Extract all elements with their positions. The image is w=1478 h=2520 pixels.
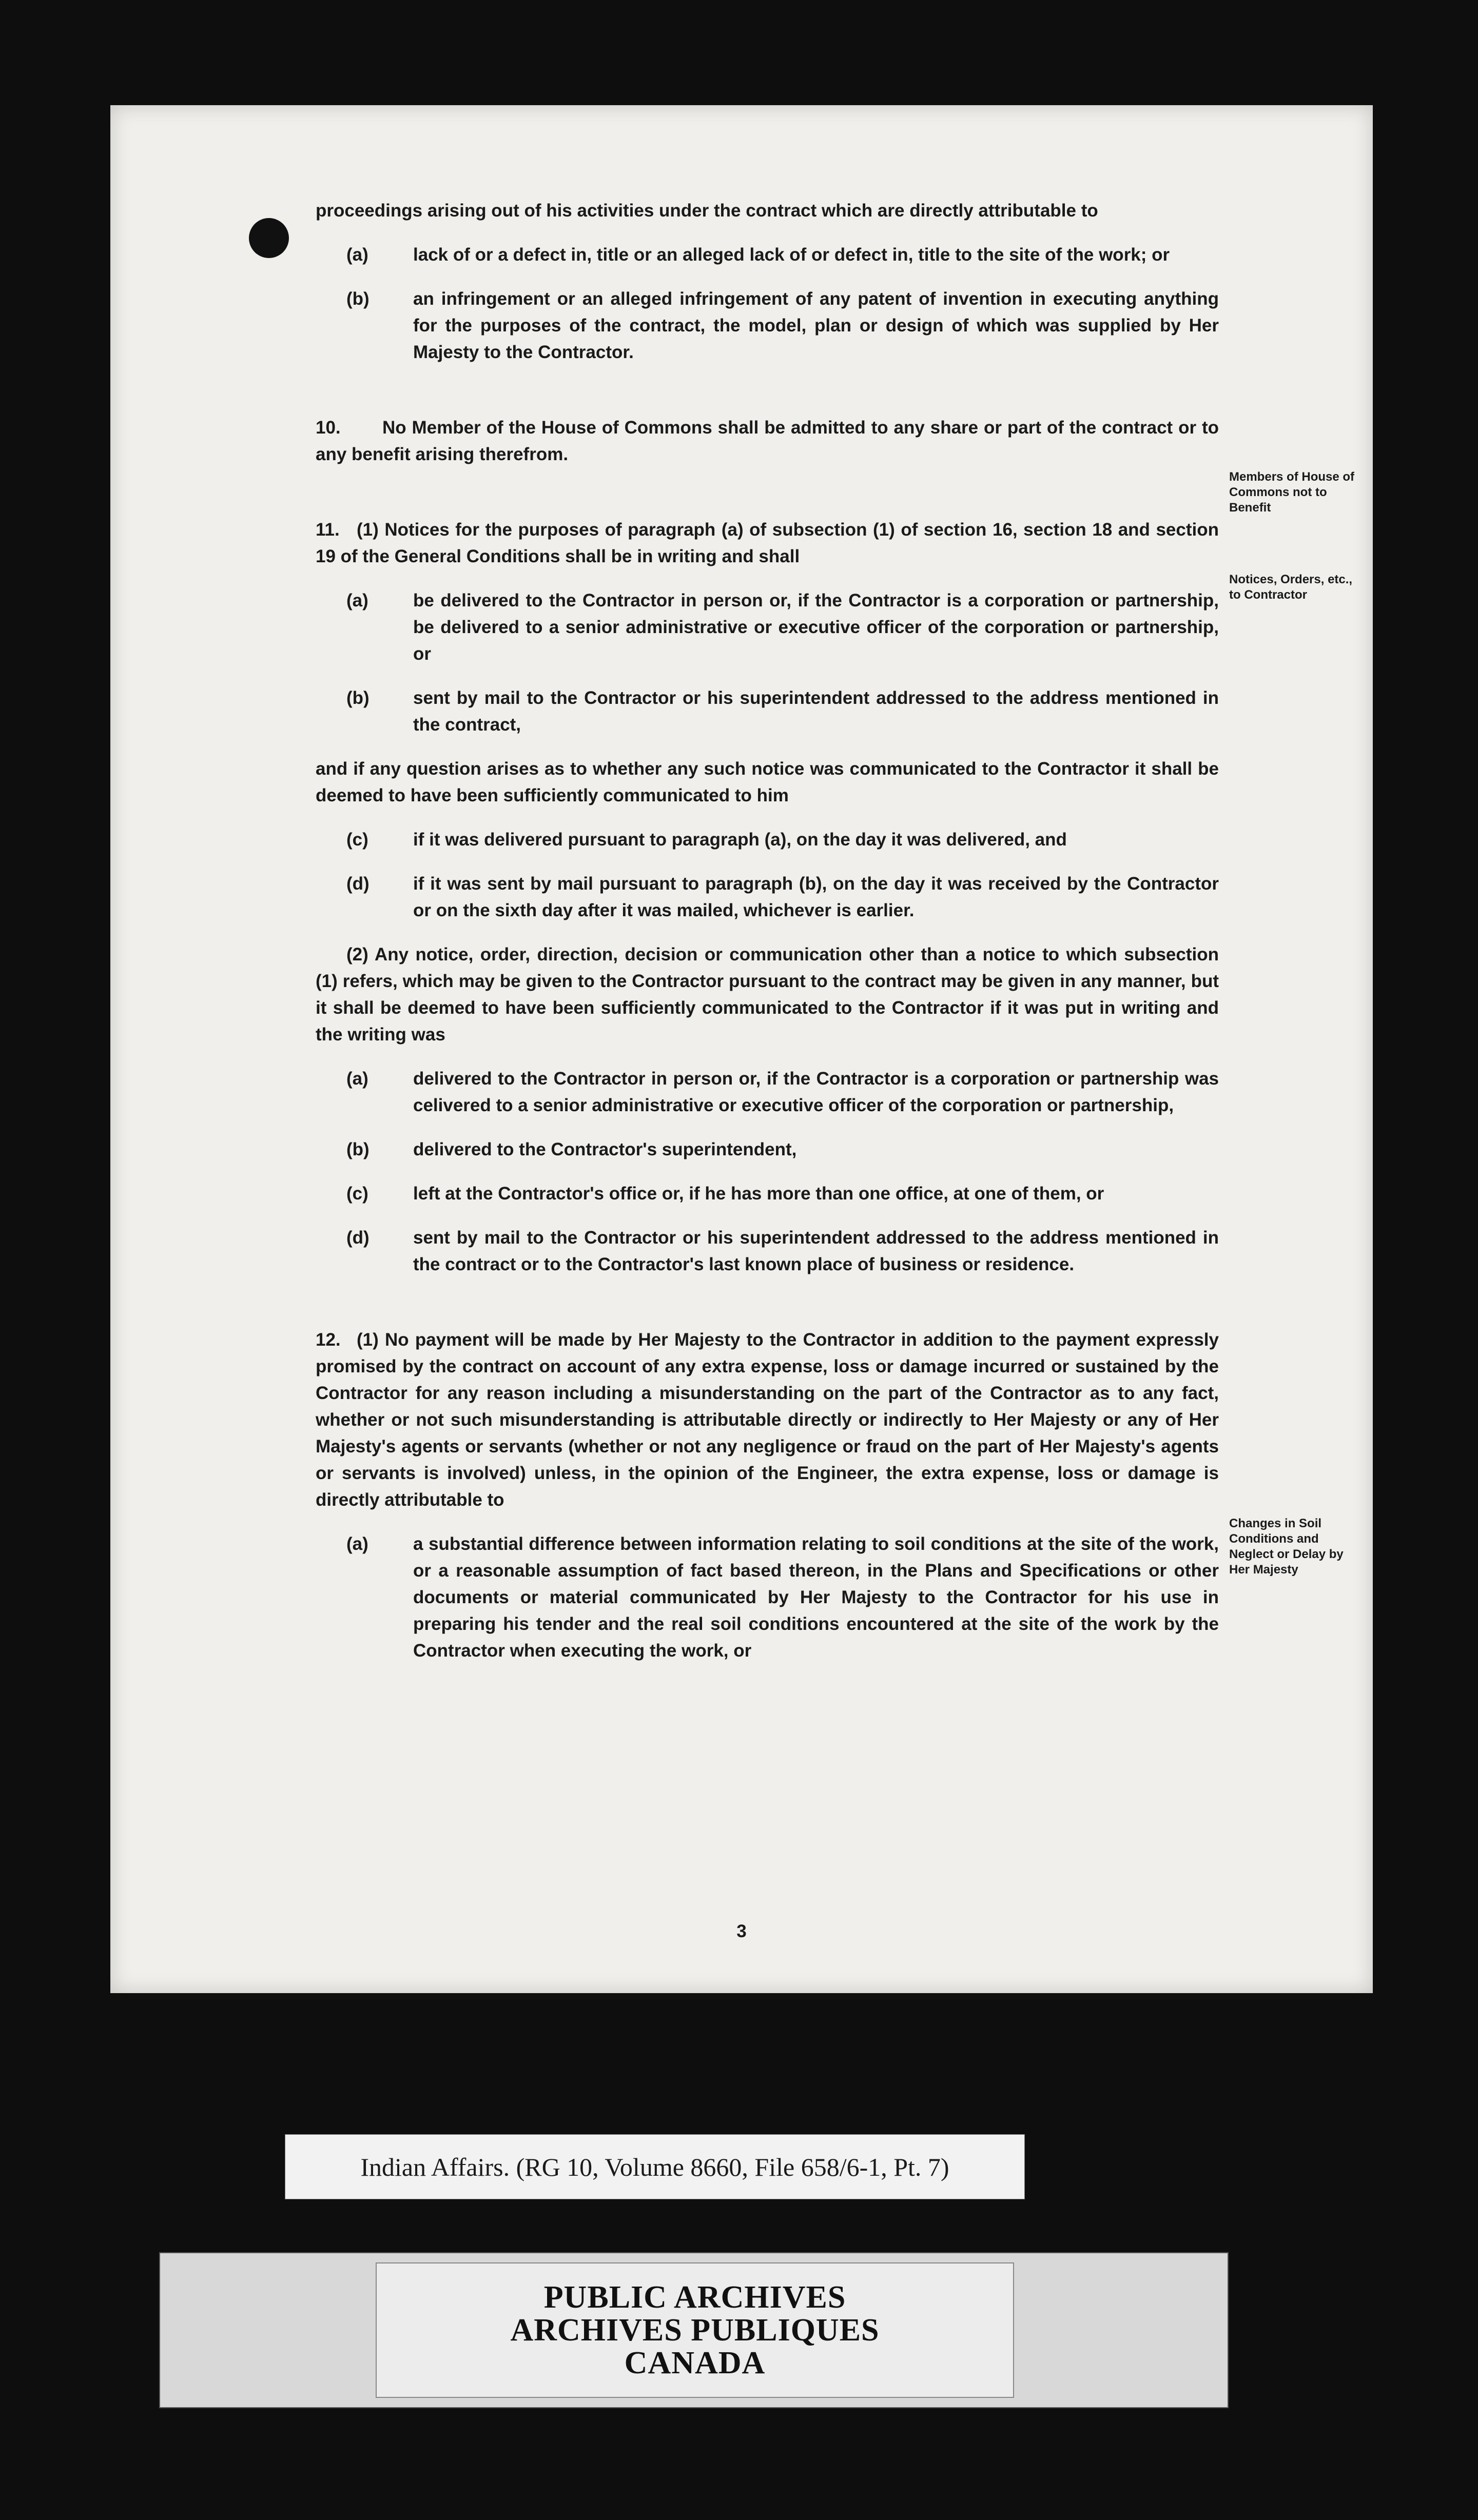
section-12: 12. (1) No payment will be made by Her Majesty to the Contractor in addition to the payment expressly promised by the contract on account of any extra expense, loss or damage incurred or sustained by the Contractor for any reason including a misunderstanding on the part of the Contractor as to any fact, whether or not such misunderstanding is attributable directly or indirectly to Her Majesty or any of Her Majesty's agents or servants (whether or not any negligence or fraud on the part of Her Majesty's agents or servants is involved) unless, in the opinion of the Engineer, the extra expense, loss or damage is directly attributable to	[316, 1330, 1219, 1510]
list-item: (a) a substantial difference between information relating to soil conditions at the site of the work, or a reasonable assumption of fact based thereon, in the Plans and Specifications or other documents or material communicated by Her Majesty to the Contractor for his use in preparing his tender and the real soil conditions encountered at the site of the work by the Contractor when executing the work, or	[346, 1534, 1219, 1661]
margin-note-section-12: Changes in Soil Conditions and Neglect or Delay by Her Majesty	[1229, 1517, 1344, 1577]
page-number: 3	[736, 1921, 747, 1941]
archives-stamp	[376, 2262, 1014, 2398]
margin-note-section-11: Notices, Orders, etc., to Contractor	[1229, 573, 1353, 602]
section-10: 10. No Member of the House of Commons shall be admitted to any share or part of the contract or to any benefit arising therefrom.	[316, 418, 1219, 464]
list-item: (c) if it was delivered pursuant to paragraph (a), on the day it was delivered, and	[346, 830, 1067, 850]
stamp-line-2: ARCHIVES PUBLIQUES	[510, 2313, 880, 2348]
list-item: (b) an infringement or an alleged infringement of any patent of invention in executing anything for the purposes of the contract, the model, plan or design of which was supplied by Her Majesty to the Contractor.	[346, 289, 1219, 362]
section-11-middle: and if any question arises as to whether any such notice was communicated to the Contractor it shall be deemed to have been sufficiently communicated to him	[316, 759, 1219, 805]
list-item: (a) lack of or a defect in, title or an alleged lack of or defect in, title to the site of the work; or	[346, 245, 1170, 265]
margin-note-section-10: Members of House of Commons not to Benefit	[1229, 470, 1355, 515]
list-item: (a) be delivered to the Contractor in person or, if the Contractor is a corporation or partnership, be delivered to a senior administrative or executive officer of the corporation or partnership, or	[346, 590, 1219, 664]
archives-stamp-strip	[159, 2252, 1229, 2408]
section-11-sub2: (2) Any notice, order, direction, decision or communication other than a notice to which subsection (1) refers, which may be given to the Contractor pursuant to the contract may be given in any manner, but it shall be deemed to have been sufficiently communicated to the Contractor if it was put in writing and the writing was	[316, 944, 1219, 1045]
punch-hole	[249, 218, 289, 258]
list-item: (d) if it was sent by mail pursuant to paragraph (b), on the day it was received by the Contractor or on the sixth day after it was mailed, whichever is earlier.	[346, 874, 1219, 920]
continuation-paragraph: proceedings arising out of his activities under the contract which are directly attributable to	[316, 201, 1098, 221]
archive-reference-label: Indian Affairs. (RG 10, Volume 8660, File 658/6-1, Pt. 7)	[285, 2134, 1025, 2199]
list-item: (b) delivered to the Contractor's superintendent,	[346, 1139, 797, 1159]
section-11-intro: 11. (1) Notices for the purposes of paragraph (a) of subsection (1) of section 16, section 18 and section 19 of the General Conditions shall be in writing and shall	[316, 520, 1219, 566]
document-page	[110, 105, 1373, 1993]
list-item: (b) sent by mail to the Contractor or his superintendent addressed to the address mentioned in the contract,	[346, 688, 1219, 735]
stamp-line-1: PUBLIC ARCHIVES	[543, 2280, 846, 2315]
list-item: (c) left at the Contractor's office or, if he has more than one office, at one of them, or	[346, 1184, 1104, 1204]
stamp-line-3: CANADA	[624, 2346, 766, 2380]
items-a-b	[316, 242, 1219, 366]
list-item: (a) delivered to the Contractor in person or, if the Contractor is a corporation or partnership was celivered to a senior administrative or executive officer of the corporation or partnership,	[346, 1069, 1219, 1115]
document-body	[316, 198, 1219, 1664]
list-item: (d) sent by mail to the Contractor or his superintendent addressed to the address mentioned in the contract or to the Contractor's last known place of business or residence.	[346, 1228, 1219, 1274]
